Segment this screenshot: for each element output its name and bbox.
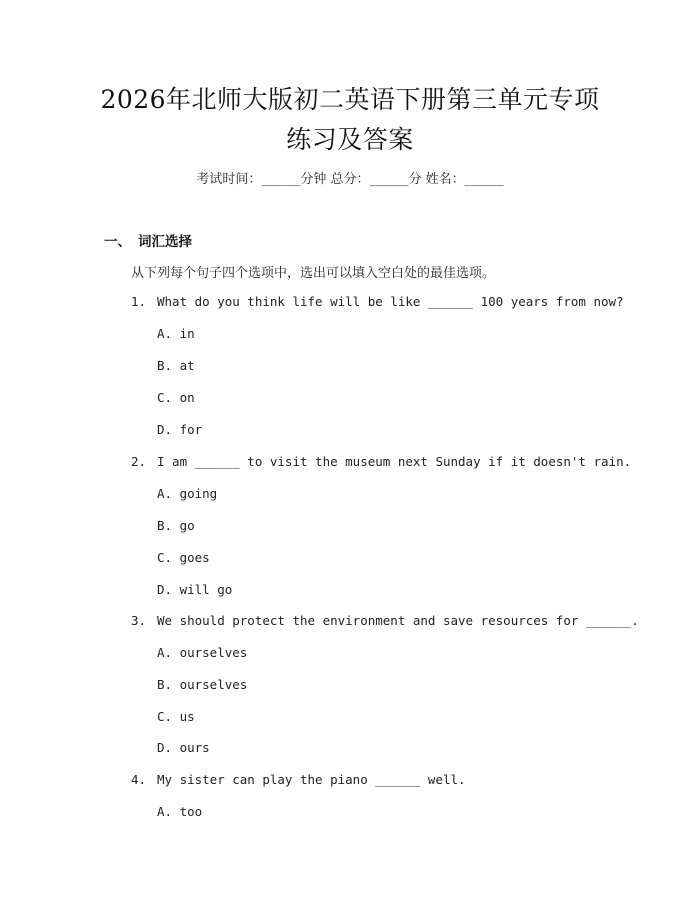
question-3 [131, 613, 639, 628]
question-4 [131, 772, 466, 787]
option-2-b: B. go [157, 518, 195, 533]
question-1 [131, 294, 624, 309]
option-3-d: D. ours [157, 740, 210, 755]
question-number: 1. [131, 294, 147, 309]
question-text: My sister can play the piano ______ well. [157, 772, 466, 787]
option-3-b: B. ourselves [157, 677, 248, 692]
question-2 [131, 454, 631, 469]
option-1-b: B. at [157, 358, 195, 373]
exam-info-line: 考试时间：______分钟 总分：______分 姓名：______ [196, 172, 504, 187]
question-text: I am ______ to visit the museum next Sunday if it doesn't rain. [157, 454, 632, 469]
question-text: What do you think life will be like ______ 100 years from now? [157, 294, 624, 309]
question-number: 2. [131, 454, 147, 469]
option-1-c: C. on [157, 390, 195, 405]
section-title: 词汇选择 [138, 234, 192, 250]
question-text: We should protect the environment and save resources for ______. [157, 613, 639, 628]
option-3-c: C. us [157, 709, 195, 724]
option-4-a: A. too [157, 804, 203, 819]
question-number: 4. [131, 772, 147, 787]
option-1-d: D. for [157, 422, 203, 437]
option-1-a: A. in [157, 326, 195, 341]
option-3-a: A. ourselves [157, 645, 248, 660]
option-2-c: C. goes [157, 550, 210, 565]
option-2-a: A. going [157, 486, 218, 501]
section-heading [104, 230, 192, 250]
question-number: 3. [131, 613, 147, 628]
document-title-line-2: 练习及答案 [286, 125, 414, 154]
document-title-line-1: 2026年北师大版初二英语下册第三单元专项 [100, 85, 600, 114]
option-2-d: D. will go [157, 582, 233, 597]
section-instruction: 从下列每个句子四个选项中，选出可以填入空白处的最佳选项。 [131, 266, 496, 281]
section-number: 一、 [104, 234, 131, 250]
